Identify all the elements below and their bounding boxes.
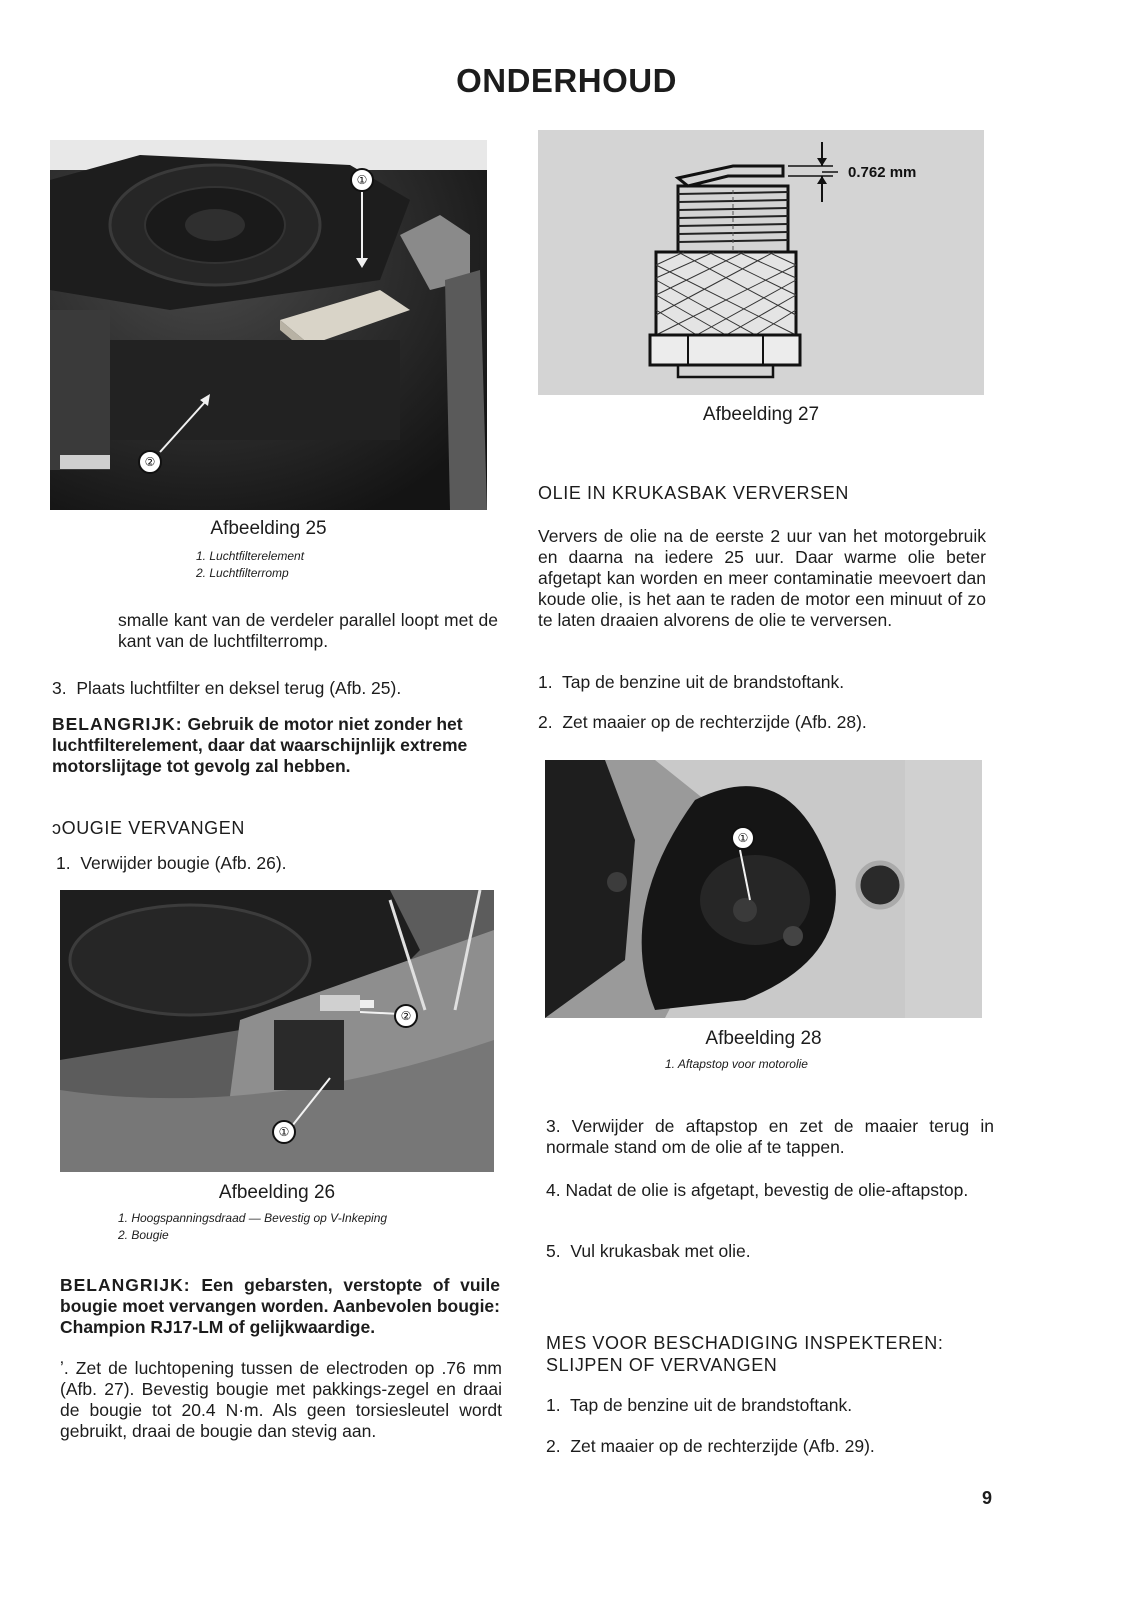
step-3: 3. Plaats luchtfilter en deksel terug (Afb. 25). xyxy=(52,678,402,698)
olie-intro-paragraph: Ververs de olie na de eerste 2 uur van het motorgebruik en daarna na iedere 25 uur. Daar warme olie beter afgetapt kan worden en meer contaminatie meevoert dan koude olie, is het aan te raden de motor een minuut of zo te laten draaien alvorens de olie te verversen. xyxy=(538,526,986,630)
figure-26-caption: Afbeelding 26 xyxy=(218,1182,336,1203)
paragraph-continuation: smalle kant van de verdeler parallel loopt met de kant van de luchtfilterromp. xyxy=(118,610,498,651)
figure-25-caption: Afbeelding 25 xyxy=(210,518,327,539)
callout-1: ① xyxy=(731,826,755,850)
legend-item: 1. Aftapstop voor motorolie xyxy=(665,1057,808,1071)
figure-25-legend xyxy=(196,548,486,582)
figure-25-photo xyxy=(50,140,487,510)
legend-item: 2. Bougie xyxy=(118,1228,169,1242)
page-number: 9 xyxy=(982,1488,993,1508)
callout-1: ① xyxy=(350,168,374,192)
olie-step-3: 3. Verwijder de aftapstop en zet de maaier terug in normale stand om de olie af te tappen. xyxy=(546,1116,994,1157)
mes-step-2: 2. Zet maaier op de rechterzijde (Afb. 29). xyxy=(546,1436,875,1456)
spark-plug-gap-diagram xyxy=(538,130,984,395)
gap-measurement-label: 0.762 mm xyxy=(848,164,917,181)
figure-27-caption: Afbeelding 27 xyxy=(702,404,820,425)
step-1: 1. Verwijder bougie (Afb. 26). xyxy=(56,853,287,873)
important-keyword: BELANGRIJK: xyxy=(60,1275,191,1295)
figure-28-photo xyxy=(545,760,982,1018)
section-heading-mes: MES VOOR BESCHADIGING INSPEKTEREN: SLIJPEN OF VERVANGEN xyxy=(546,1333,944,1375)
legend-item: 1. Hoogspanningsdraad — Bevestig op V-Inkeping xyxy=(118,1211,388,1225)
important-note-1 xyxy=(52,714,500,777)
callout-2: ② xyxy=(394,1004,418,1028)
figure-27-diagram xyxy=(538,130,984,395)
olie-step-4: 4. Nadat de olie is afgetapt, bevestig de olie-aftapstop. xyxy=(546,1180,969,1200)
mes-step-1: 1. Tap de benzine uit de brandstoftank. xyxy=(546,1395,853,1415)
section-heading-olie: OLIE IN KRUKASBAK VERVERSEN xyxy=(538,483,849,503)
olie-step-1: 1. Tap de benzine uit de brandstoftank. xyxy=(538,672,845,692)
oil-drain-plug-illustration xyxy=(545,760,982,1018)
olie-step-5: 5. Vul krukasbak met olie. xyxy=(546,1241,751,1261)
step-2: ʼ. Zet de luchtopening tussen de electroden op .76 mm (Afb. 27). Bevestig bougie met pakkings-zegel en draai de bougie tot 20.4 N·m. Als geen torsiesleutel wordt gebruikt, draai de bougie dan stevig aan. xyxy=(60,1358,502,1441)
figure-28-legend xyxy=(665,1056,965,1073)
important-keyword: BELANGRIJK: xyxy=(52,714,183,734)
section-heading-bougie: ɔOUGIE VERVANGEN xyxy=(52,818,245,838)
figure-28-caption: Afbeelding 28 xyxy=(705,1028,822,1049)
page-title: ONDERHOUD xyxy=(456,62,677,99)
callout-1: ① xyxy=(272,1120,296,1144)
legend-item: 2. Luchtfilterromp xyxy=(196,566,289,580)
olie-step-2: 2. Zet maaier op de rechterzijde (Afb. 28). xyxy=(538,712,867,732)
figure-26-photo xyxy=(60,890,494,1172)
figure-26-legend xyxy=(118,1210,498,1244)
callout-2: ② xyxy=(138,450,162,474)
engine-air-filter-illustration xyxy=(50,140,487,510)
important-text: Een gebarsten, verstopte of vuile bougie moet vervangen worden. Aanbevolen bougie: Champion RJ17-LM of gelijkwaardige. xyxy=(60,1275,500,1337)
legend-item: 1. Luchtfilterelement xyxy=(196,549,305,563)
important-note-2 xyxy=(60,1275,500,1338)
important-text: Gebruik de motor niet zonder het luchtfilterelement, daar dat waarschijnlijk extreme motorslijtage tot gevolg zal hebben. xyxy=(52,714,468,776)
